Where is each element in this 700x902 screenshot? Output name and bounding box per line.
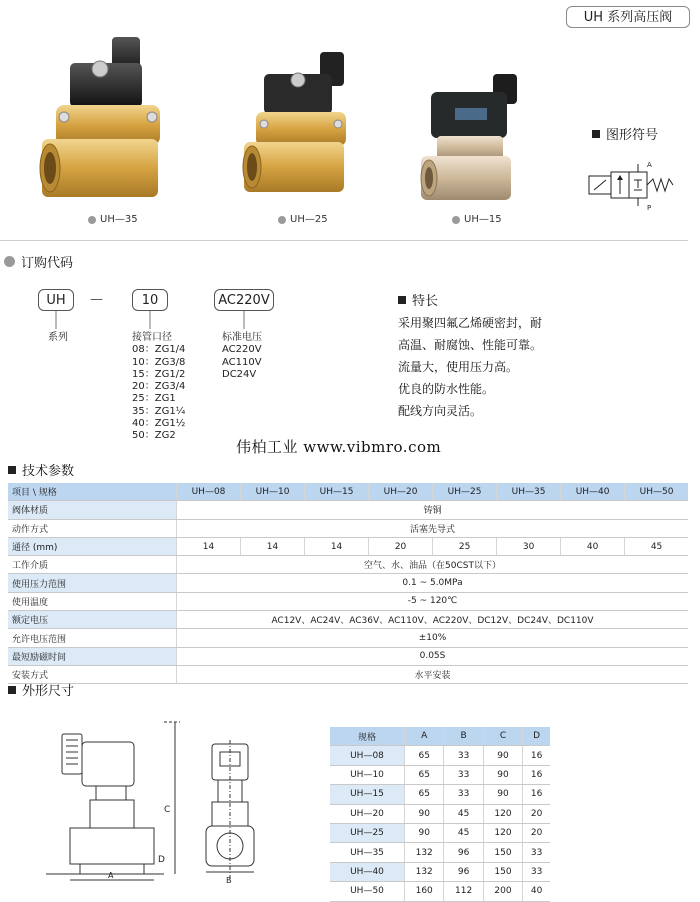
dim-col-header: 规格 (330, 727, 405, 746)
spec-row-medium (8, 556, 688, 574)
model-header: UH—20 (369, 483, 433, 501)
size-item: 50：ZG2 (132, 430, 176, 442)
dim-header-row (330, 727, 550, 746)
table-row: UH—35 132 96 150 33 (330, 843, 550, 862)
size-item: 25：ZG1 (132, 393, 176, 405)
spec-label: 阀体材质 (8, 501, 177, 519)
table-row: UH—15 65 33 90 16 (330, 785, 550, 804)
dim-col-header: B (444, 727, 483, 746)
voltage-item: AC220V (222, 344, 262, 356)
size-item: 40：ZG1½ (132, 418, 186, 430)
size-label: 接管口径 (132, 332, 172, 343)
dimensions-heading: 外形尺寸 (8, 680, 74, 699)
specs-header-row (8, 483, 688, 501)
symbol-port-p: P (647, 204, 652, 212)
product-caption-uh15: UH—15 (452, 214, 502, 225)
spec-value: 14 (241, 537, 305, 555)
bullet-dot-icon (452, 216, 460, 224)
spec-label: 最短励磁时间 (8, 647, 177, 665)
valve-image-uh15 (415, 70, 525, 205)
table-row: UH—25 90 45 120 20 (330, 823, 550, 842)
table-row: UH—50 160 112 200 40 (330, 882, 550, 901)
spec-row-action (8, 519, 688, 537)
dim-label-d: D (158, 855, 165, 865)
feature-line: 优良的防水性能。 (398, 382, 495, 396)
divider (0, 240, 688, 241)
valve-symbol-diagram (585, 158, 695, 212)
spec-label: 允许电压范围 (8, 629, 177, 647)
spec-value: 空气、水、油品（在50CST以下） (177, 556, 689, 574)
spec-value: -5 ~ 120℃ (177, 592, 689, 610)
specs-header-label: 项目 \ 规格 (8, 483, 177, 501)
spec-value: 20 (369, 537, 433, 555)
dim-col-header: D (523, 727, 550, 746)
size-item: 08：ZG1/4 (132, 344, 186, 356)
series-title: UH 系列高压阀 (566, 6, 690, 28)
size-item: 15：ZG1/2 (132, 368, 186, 380)
spec-label: 通径 (mm) (8, 537, 177, 555)
spec-label: 工作介质 (8, 556, 177, 574)
watermark-text: 伟柏工业 www.vibmro.com (236, 438, 442, 456)
square-bullet-icon (398, 296, 406, 304)
features-list (398, 312, 542, 422)
code-dash: — (90, 292, 103, 307)
bullet-dot-icon (88, 216, 96, 224)
code-series-box: UH (38, 289, 74, 311)
ordering-heading: 订购代码 (4, 252, 73, 271)
table-row: UH—20 90 45 120 20 (330, 804, 550, 823)
model-header: UH—50 (625, 483, 688, 501)
voltage-label: 标准电压 (222, 332, 262, 343)
spec-value: 30 (497, 537, 561, 555)
voltage-item: DC24V (222, 368, 257, 380)
spec-label: 使用温度 (8, 592, 177, 610)
spec-row-installation (8, 665, 688, 683)
feature-line: 采用聚四氟乙烯硬密封，耐 (398, 316, 543, 330)
symbol-port-a: A (647, 161, 652, 169)
square-bullet-icon (8, 686, 16, 694)
valve-image-uh25 (238, 50, 353, 200)
spec-value: 14 (177, 537, 241, 555)
dim-label-b: B (226, 876, 232, 885)
symbol-heading: 图形符号 (592, 124, 658, 143)
model-header: UH—25 (433, 483, 497, 501)
dimensions-table (330, 727, 550, 902)
code-size-box: 10 (132, 289, 168, 311)
valve-image-uh35 (30, 35, 170, 210)
dimension-drawing-side (198, 740, 268, 885)
model-header: UH—40 (561, 483, 625, 501)
code-connector-lines (0, 311, 300, 331)
spec-row-material (8, 501, 688, 519)
spec-label: 安装方式 (8, 665, 177, 683)
spec-row-temperature (8, 592, 688, 610)
model-header: UH—35 (497, 483, 561, 501)
size-item: 35：ZG1¼ (132, 405, 186, 417)
voltage-list (222, 332, 262, 381)
model-header: UH—10 (241, 483, 305, 501)
spec-value: 铸铜 (177, 501, 689, 519)
table-row: UH—08 65 33 90 16 (330, 746, 550, 765)
spec-value: 活塞先导式 (177, 519, 689, 537)
series-label: 系列 (48, 332, 68, 343)
table-row: UH—40 132 96 150 33 (330, 862, 550, 881)
spec-value: 水平安装 (177, 665, 689, 683)
specs-table (8, 483, 688, 684)
size-item: 20：ZG3/4 (132, 381, 186, 393)
spec-row-voltage-range (8, 629, 688, 647)
specs-heading: 技术参数 (8, 460, 74, 479)
feature-line: 高温、耐腐蚀、性能可靠。 (398, 338, 543, 352)
spec-row-pressure (8, 574, 688, 592)
spec-row-excitation (8, 647, 688, 665)
dim-label-a: A (108, 871, 114, 880)
spec-value: ±10% (177, 629, 689, 647)
spec-value: 45 (625, 537, 688, 555)
dimension-drawing-front (40, 720, 190, 885)
feature-line: 配线方向灵活。 (398, 404, 483, 418)
spec-value: 40 (561, 537, 625, 555)
table-row: UH—10 65 33 90 16 (330, 765, 550, 784)
dim-label-c: C (164, 805, 171, 815)
spec-label: 额定电压 (8, 611, 177, 629)
spec-row-voltage (8, 611, 688, 629)
model-header: UH—08 (177, 483, 241, 501)
spec-label: 使用压力范围 (8, 574, 177, 592)
feature-line: 流量大，使用压力高。 (398, 360, 519, 374)
dim-col-header: C (483, 727, 522, 746)
spec-value: 14 (305, 537, 369, 555)
spec-value: 25 (433, 537, 497, 555)
bullet-dot-icon (278, 216, 286, 224)
code-voltage-box: AC220V (214, 289, 274, 311)
spec-value: AC12V、AC24V、AC36V、AC110V、AC220V、DC12V、DC24V、DC110V (177, 611, 689, 629)
spec-value: 0.1 ~ 5.0MPa (177, 574, 689, 592)
model-header: UH—15 (305, 483, 369, 501)
product-caption-uh25: UH—25 (278, 214, 328, 225)
square-bullet-icon (8, 466, 16, 474)
size-list (132, 332, 185, 443)
size-item: 10：ZG3/8 (132, 356, 186, 368)
voltage-item: AC110V (222, 356, 262, 368)
dim-col-header: A (405, 727, 444, 746)
product-caption-uh35: UH—35 (88, 214, 138, 225)
spec-row-diameter (8, 537, 688, 555)
bullet-dot-icon (4, 256, 15, 267)
spec-label: 动作方式 (8, 519, 177, 537)
square-bullet-icon (592, 130, 600, 138)
features-heading: 特长 (398, 290, 438, 309)
spec-value: 0.05S (177, 647, 689, 665)
